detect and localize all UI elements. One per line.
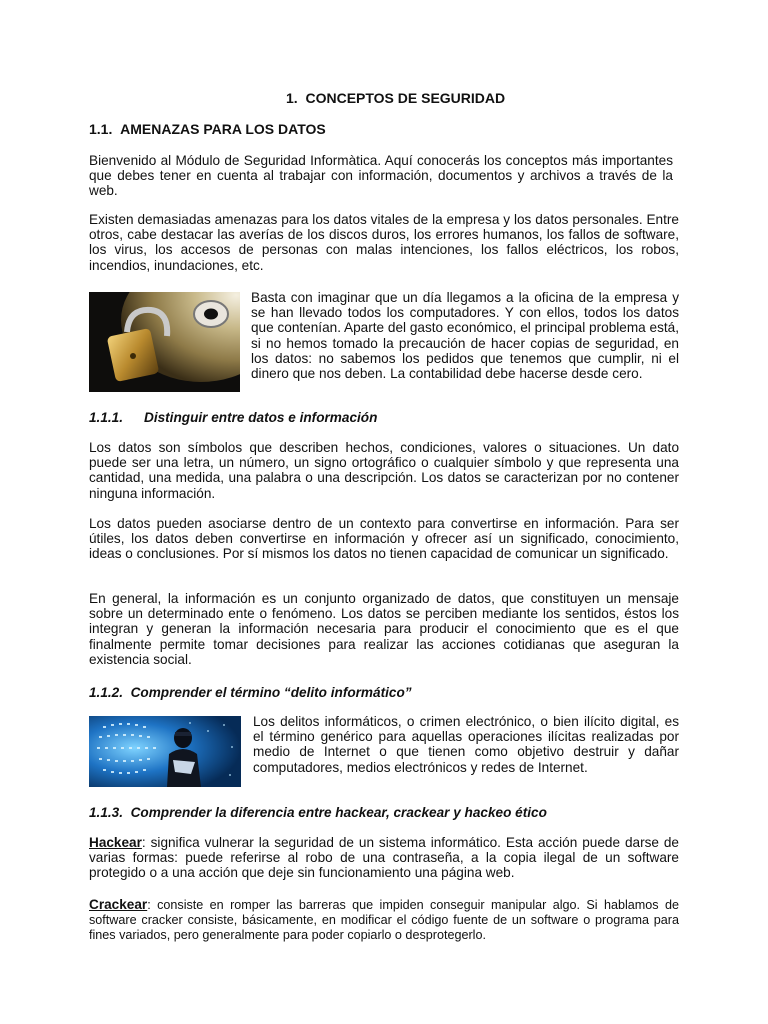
section-heading-1-1: 1.1. AMENAZAS PARA LOS DATOS [89, 121, 326, 137]
padlock-disc-image [89, 292, 240, 392]
information-paragraph: En general, la información es un conjunto organizado de datos, que constituyen un mensaje sobre un determinado ente o fenómeno. Los datos se perciben mediante los sentidos, éstos los integran y generan la información necesaria para producir el conocimiento que es el que finalmente permite tomar decisiones para realizar las acciones cotidianas que aseguran la existencia social. [89, 591, 679, 667]
page-title [286, 90, 505, 106]
title-number: 1. [286, 90, 298, 106]
intro-paragraph: Bienvenido al Módulo de Seguridad Informàtica. Aquí conocerás los conceptos más importantes que debes tener en cuenta al trabajar con información, documentos y archivos a través de la web. [89, 153, 673, 199]
hackear-paragraph: Hackear: significa vulnerar la seguridad de un sistema informático. Esta acción puede darse de varias formas: puede referirse al robo de una contraseña, a la copia ilegal de un software protegido o a una acción que deje sin funcionamiento una página web. [89, 835, 679, 881]
subsection-heading-1-1-3: 1.1.3. Comprender la diferencia entre hackear, crackear y hackeo ético [89, 805, 547, 820]
computers-paragraph: Basta con imaginar que un día llegamos a la oficina de la empresa y se han llevado todos los computadores. Y con ellos, todos los datos que contenían. Aparte del gasto económico, el principal problema está, si no hemos tomado la precaución de hacer copias de seguridad, en los datos: no sabemos los pedidos que tenemos que cumplir, ni el dinero que nos deben. La contabilidad debe hacerse desde cero. [251, 290, 679, 382]
cybercrime-image [89, 716, 241, 787]
threats-paragraph: Existen demasiadas amenazas para los datos vitales de la empresa y los datos personales. Entre otros, cabe destacar las averías de los discos duros, los errores humanos, los fallos de software, los virus, los accesos de personas con malas intenciones, los fallos eléctricos, los robos, incendios, inundaciones, etc. [89, 212, 679, 273]
data-context-paragraph: Los datos pueden asociarse dentro de un contexto para convertirse en información. Para ser útiles, los datos deben convertirse en información y ofrecer así un significado, conocimiento, ideas o conclusiones. Por sí mismos los datos no tienen capacidad de comunicar un significado. [89, 516, 679, 562]
title-text: CONCEPTOS DE SEGURIDAD [305, 90, 506, 106]
subsection-heading-1-1-2: 1.1.2. Comprender el término “delito informático” [89, 685, 412, 700]
data-definition-paragraph: Los datos son símbolos que describen hechos, condiciones, valores o situaciones. Un dato puede ser una letra, un número, un signo ortográfico o cualquier símbolo y que representa una cantidad, una medida, una palabra o una descripción. Los datos se caracterizan por no contener ninguna información. [89, 440, 679, 501]
crackear-term: Crackear [89, 897, 148, 912]
hackear-term: Hackear [89, 835, 142, 850]
cybercrime-paragraph: Los delitos informáticos, o crimen electrónico, o bien ilícito digital, es el término genérico para aquellas operaciones ilícitas realizadas por medio de Internet o que tienen como objetivo destruir y dañar computadores, medios electrónicos y redes de Internet. [253, 714, 679, 775]
crackear-paragraph: Crackear: consiste en romper las barreras que impiden conseguir manipular algo. Si hablamos de software cracker consiste, básicamente, en modificar el código fuente de un software o programa para fines variados, pero generalmente para poder copiarlo o desprotegerlo. [89, 897, 679, 942]
subsection-heading-1-1-1: 1.1.1. Distinguir entre datos e información [89, 410, 378, 425]
